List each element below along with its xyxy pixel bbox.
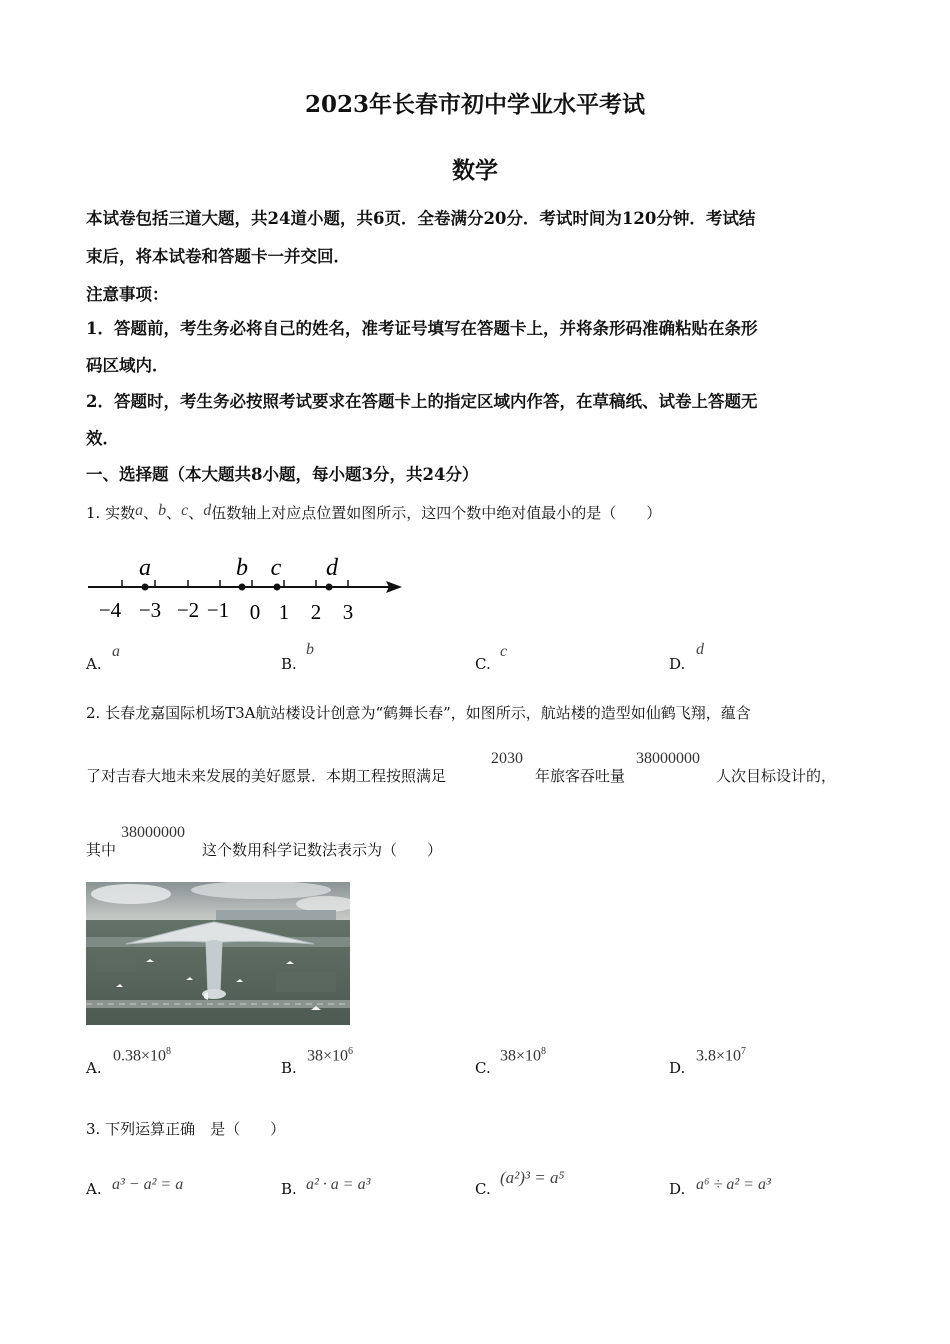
point-c <box>274 584 281 591</box>
q2-option-a-base: 0.38×10 <box>113 1047 167 1065</box>
q1-var-d: d <box>203 502 212 519</box>
point-label-a: a <box>139 555 151 581</box>
question-2-line-2-part-1: 了对吉春大地未来发展的美好愿景．本期工程按照满足 <box>86 767 447 785</box>
subject-title: 数学 <box>452 157 498 184</box>
q2-option-d-value <box>696 1046 746 1065</box>
q2-option-b-exp: 6 <box>348 1046 354 1057</box>
q1-option-a-value: a <box>112 643 120 660</box>
exam-title: 2023年长春市初中学业水平考试 <box>304 91 645 118</box>
question-1-stem <box>86 502 661 523</box>
tick-label: −2 <box>176 598 200 622</box>
q1-suffix: 伍数轴上对应点位置如图所示，这四个数中绝对值最小的是（ ） <box>211 504 662 522</box>
intro-line-2: 束后，将本试卷和答题卡一并交回． <box>86 247 350 266</box>
q2-option-d-label: D. <box>669 1059 686 1077</box>
question-2-line-1: 2. 长春龙嘉国际机场T3A航站楼设计创意为“鹤舞长春”，如图所示，航站楼的造型如仙鹤飞翔，蕴含 <box>86 704 751 722</box>
q1-sep-2: 、 <box>166 504 182 522</box>
q1-option-c-value: c <box>500 643 508 660</box>
q1-var-c: c <box>181 502 189 519</box>
tick-label: 2 <box>310 600 322 624</box>
point-d <box>326 584 333 591</box>
point-b <box>239 584 246 591</box>
q3-option-b-value: a² · a = a³ <box>306 1176 371 1193</box>
q2-option-c-label: C. <box>475 1059 491 1077</box>
question-2-line-2-part-2: 年旅客吞吐量 <box>535 767 626 785</box>
q3-option-d-value: a⁶ ÷ a² = a³ <box>696 1176 771 1193</box>
note-1-line-2: 码区域内． <box>86 356 169 375</box>
notice-heading: 注意事项： <box>86 285 169 304</box>
intro-line-1: 本试卷包括三道大题，共24道小题，共6页．全卷满分20分．考试时间为120分钟．考试结 <box>86 209 756 228</box>
airport-terminal-illustration <box>86 882 350 1025</box>
q3-option-a-label: A. <box>86 1180 102 1198</box>
question-2-line-3-part-2: 这个数用科学记数法表示为（ ） <box>202 841 443 859</box>
q3-option-a-value: a³ − a² = a <box>112 1176 184 1193</box>
q2-option-a-value <box>113 1046 171 1065</box>
tick-label: −4 <box>98 598 122 622</box>
q2-option-b-label: B. <box>281 1059 297 1077</box>
tick-label: 0 <box>249 600 261 624</box>
q2-option-d-exp: 7 <box>741 1046 747 1057</box>
q3-option-d-label: D. <box>669 1180 686 1198</box>
number-line-figure <box>80 548 410 628</box>
q1-option-a-label: A. <box>86 655 102 673</box>
question-3-stem: 3. 下列运算正确 是（ ） <box>86 1120 286 1138</box>
q1-prefix: 1. 实数 <box>86 504 136 522</box>
q1-option-c-label: C. <box>475 655 491 673</box>
q2-option-a-label: A. <box>86 1059 102 1077</box>
q2-number-2030: 2030 <box>491 750 523 767</box>
tick-label: −3 <box>138 598 162 622</box>
q2-option-b-value <box>307 1046 353 1065</box>
airport-terminal-photo <box>86 882 350 1025</box>
note-2-line-1: 2．答题时，考生务必按照考试要求在答题卡上的指定区域内作答，在草稿纸、试卷上答题无 <box>86 392 758 411</box>
q3-option-c-value: (a²)³ = a⁵ <box>500 1168 565 1187</box>
point-label-b: b <box>236 555 248 581</box>
q1-option-b-label: B. <box>281 655 297 673</box>
tick-label: −1 <box>206 598 230 622</box>
question-2-line-2-part-3: 人次目标设计的， <box>716 767 837 785</box>
q1-option-d-value: d <box>696 641 704 658</box>
tick-label: 3 <box>342 600 354 624</box>
q2-option-a-exp: 8 <box>166 1046 172 1057</box>
point-label-d: d <box>326 555 338 581</box>
q2-option-c-value <box>500 1046 546 1065</box>
q1-sep-3: 、 <box>188 504 204 522</box>
q2-option-c-base: 38×10 <box>500 1047 542 1065</box>
q2-option-c-exp: 8 <box>541 1046 547 1057</box>
point-a <box>142 584 149 591</box>
q2-number-38000000-a: 38000000 <box>636 750 700 767</box>
q2-option-b-base: 38×10 <box>307 1047 349 1065</box>
note-1-line-1: 1．答题前，考生务必将自己的姓名，准考证号填写在答题卡上，并将条形码准确粘贴在条形 <box>86 319 758 338</box>
q3-option-c-label: C. <box>475 1180 491 1198</box>
section-1-heading: 一、选择题（本大题共8小题，每小题3分，共24分） <box>86 465 479 484</box>
q3-option-b-label: B. <box>281 1180 297 1198</box>
q1-option-d-label: D. <box>669 655 686 673</box>
q1-var-a: a <box>135 502 144 519</box>
question-2-line-3-part-1: 其中 <box>86 841 117 859</box>
q1-sep-1: 、 <box>143 504 159 522</box>
point-label-c: c <box>270 555 282 581</box>
q1-option-b-value: b <box>306 641 314 658</box>
q2-number-38000000-b: 38000000 <box>121 824 185 841</box>
q2-option-d-base: 3.8×10 <box>696 1047 742 1065</box>
note-2-line-2: 效． <box>86 429 119 448</box>
q1-var-b: b <box>158 502 167 519</box>
tick-label: 1 <box>278 600 290 624</box>
